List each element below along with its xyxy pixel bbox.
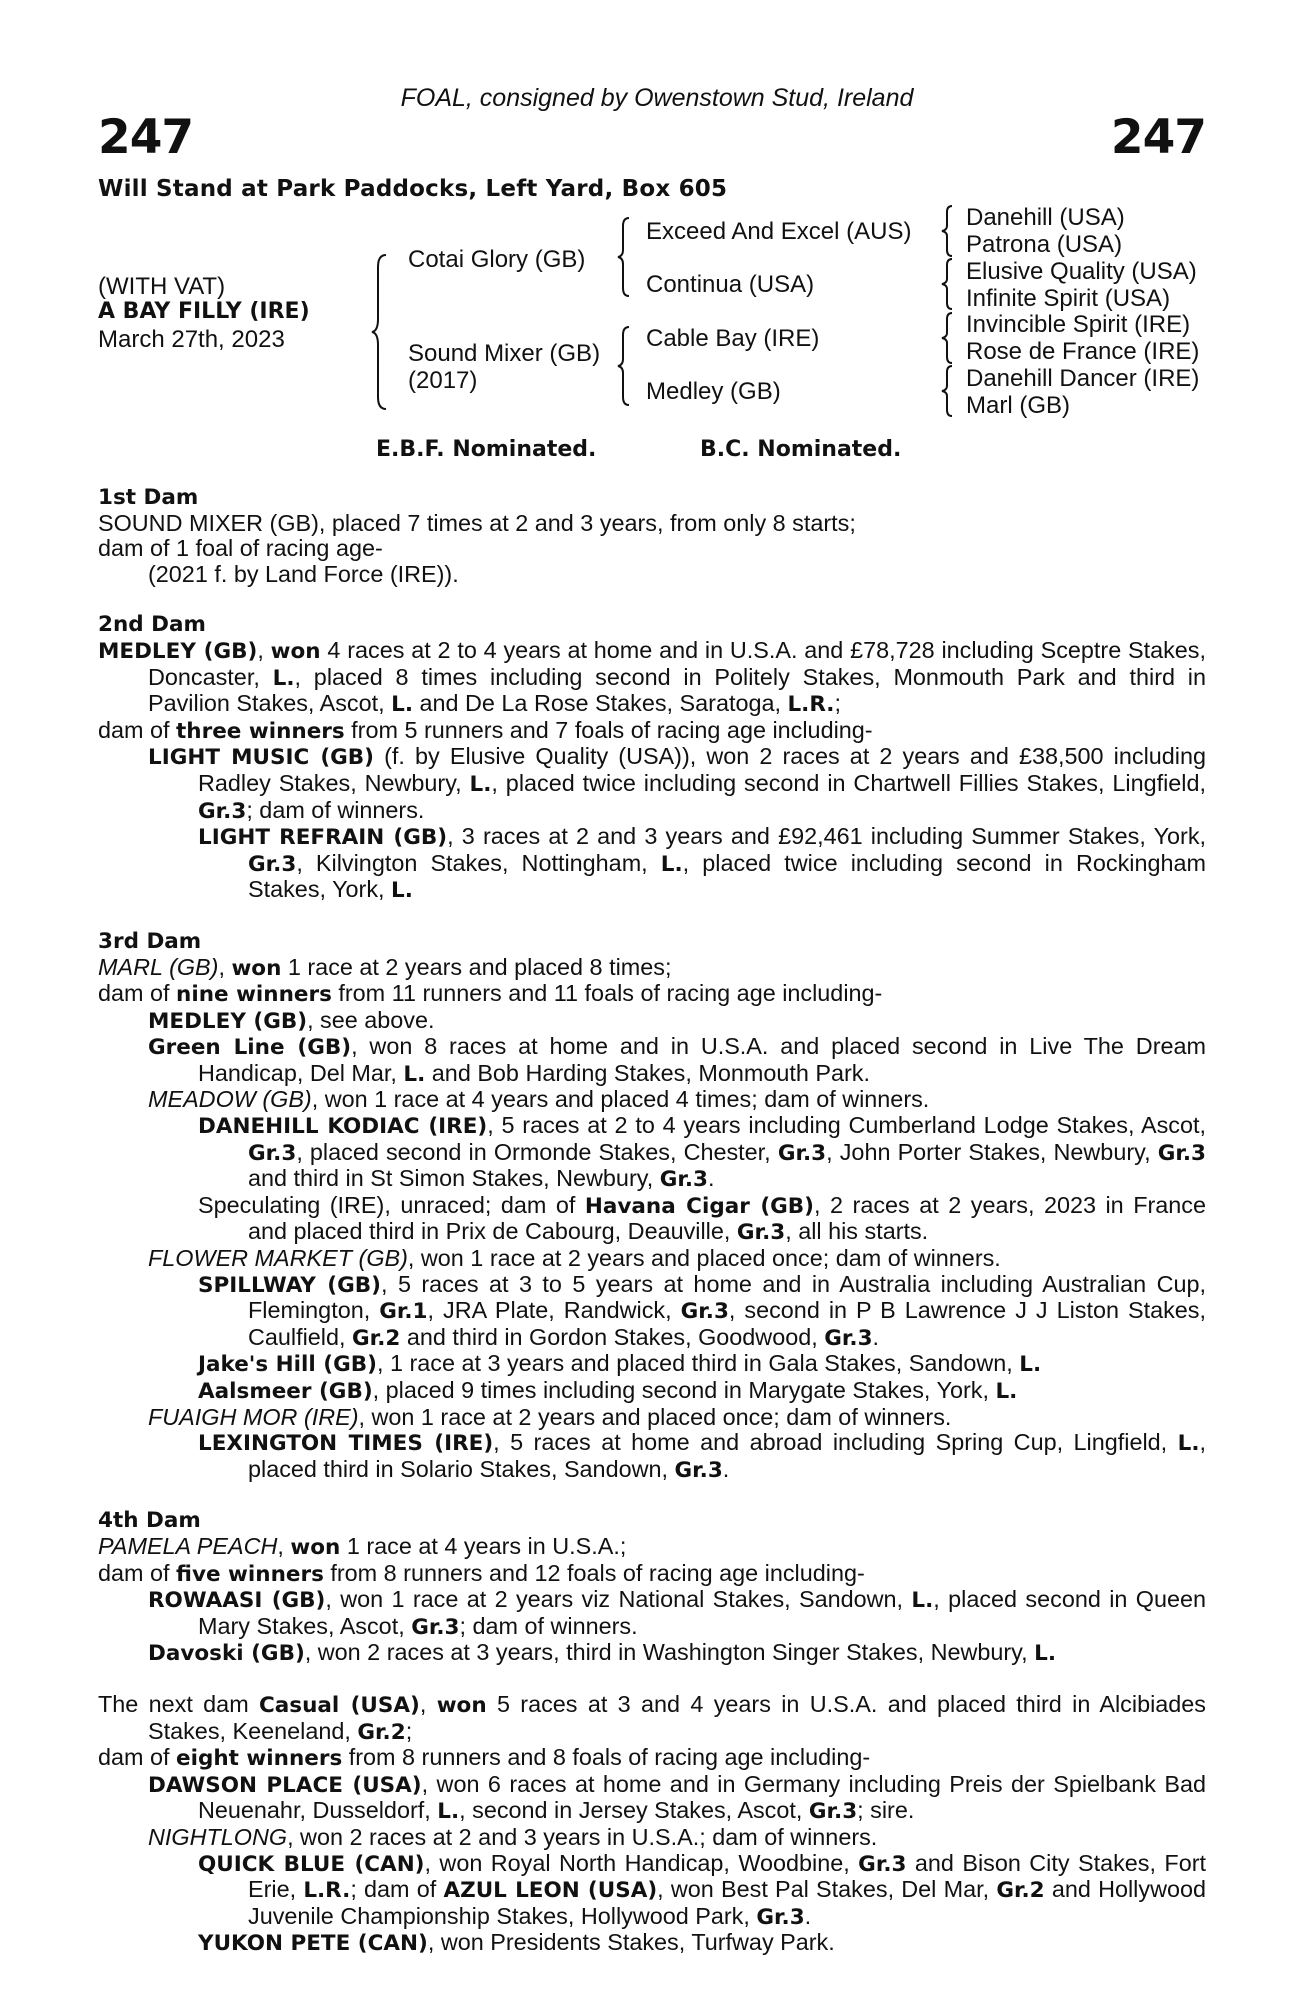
horse-name: Davoski (GB) [148,1641,305,1667]
horse-name: LIGHT REFRAIN (GB) [198,825,448,851]
race-grade: Gr.3 [674,1457,723,1483]
text: and third in Gordon Stakes, Goodwood, [400,1323,825,1350]
text: dam of [98,1744,177,1771]
text: . [804,1902,812,1929]
produce-entry [98,1087,1206,1113]
text: , placed third in Solario Stakes, Sandown, [248,1429,1206,1482]
text: , won 6 races at home and in Germany including Preis der Spielbank Bad Neuenahr, Dusseldorf, [198,1770,1206,1824]
produce-entry [98,1430,1206,1483]
sire-sire-sire: Danehill (USA) [966,204,1125,231]
race-grade: Gr.3 [248,1140,297,1166]
lot-number-right: 247 [1110,110,1206,165]
text: . [708,1165,715,1192]
winners-count: eight winners [176,1746,343,1772]
race-grade: L. [911,1588,934,1614]
text: ; [405,1717,413,1744]
race-grade: L. [995,1379,1018,1404]
produce-record [98,485,1206,1957]
produce-entry [98,1034,1206,1087]
race-grade: Gr.3 [680,1299,729,1325]
dam-dam: Medley (GB) [646,378,781,405]
standing-location: Will Stand at Park Paddocks, Left Yard, Box 605 [98,176,728,202]
produce-entry [98,1640,1206,1667]
race-grade: Gr.3 [756,1904,805,1930]
first-dam-line-1: SOUND MIXER (GB), placed 7 times at 2 and 3 years, from only 8 starts; [98,509,856,536]
text: dam of [98,716,177,743]
dam-name: MEDLEY (GB) [98,638,258,664]
text: , John Porter Stakes, Newbury, [826,1138,1158,1165]
race-grade: Gr.3 [411,1614,460,1640]
horse-name: LEXINGTON TIMES (IRE) [198,1431,494,1457]
vat-note: (WITH VAT) [98,273,226,300]
text: from 8 runners and 12 foals of racing age including- [323,1559,865,1586]
text: dam of [98,1559,177,1586]
text: , all his starts. [785,1218,929,1245]
text: , 5 races at home and abroad including Spring Cup, Lingfield, [493,1429,1178,1456]
lot-number-left: 247 [98,110,194,165]
text: Speculating (IRE), unraced; dam of [198,1191,585,1218]
dam-brace [616,325,634,407]
text: and third in St Simon Stakes, Newbury, [248,1165,660,1192]
text: , placed twice including second in Rockingham Stakes, York, [248,849,1206,903]
dam-year: (2017) [408,367,478,394]
text: , won 2 races at 3 years, third in Washington Singer Stakes, Newbury, [304,1639,1035,1666]
horse-name: MEDLEY (GB) [148,1008,308,1034]
first-dam-line-2: dam of 1 foal of racing age- [98,535,383,562]
horse-name: Havana Cigar (GB) [584,1193,815,1219]
horse-name: DANEHILL KODIAC (IRE) [198,1114,488,1140]
dam-sire-dam: Rose de France (IRE) [966,338,1200,365]
third-dam-entry [98,955,1206,982]
main-brace [370,253,392,411]
text: , won 1 race at 4 years and placed 4 times; dam of winners. [311,1086,930,1113]
dam-name: PAMELA PEACH [98,1532,278,1559]
won: won [270,638,321,664]
race-grade: Gr.2 [357,1719,406,1745]
race-grade: L. [391,878,413,904]
text: , [218,953,232,980]
consignment-line: FOAL, consigned by Owenstown Stud, Ireland [400,84,914,112]
dam-name: Sound Mixer (GB) [408,340,601,367]
second-dam-title: 2nd Dam [98,612,206,638]
fourth-dam-entry [98,1534,1206,1561]
text: 1 race at 2 years and placed 8 times; [281,953,672,980]
race-grade: L. [1177,1431,1200,1457]
won: won [290,1534,341,1560]
winners-count: five winners [176,1561,324,1587]
horse-name: SPILLWAY (GB) [198,1272,381,1298]
text: . [722,1455,730,1482]
produce-entry [98,1008,1206,1035]
dam-sire-sire: Invincible Spirit (IRE) [966,311,1191,338]
first-dam-title: 1st Dam [98,485,199,510]
text: , 5 races at 3 to 5 years at home and in Australia including Australian Cup, Flemington, [248,1270,1207,1324]
race-grade: Gr.2 [352,1325,401,1351]
race-grade: L.R. [787,692,835,718]
race-grade: Gr.3 [659,1167,709,1193]
sire-dam-sire: Elusive Quality (USA) [966,258,1197,285]
text: , won 2 races at 2 and 3 years in U.S.A.; dam of winners. [287,1823,878,1850]
race-grade: Gr.3 [248,851,297,877]
sire-name: Cotai Glory (GB) [408,246,586,273]
next-dam-entry [98,1692,1206,1745]
sire-sire: Exceed And Excel (AUS) [646,218,912,245]
race-grade: Gr.3 [777,1140,827,1166]
race-grade: L. [1034,1641,1057,1667]
text: , won Presidents Stakes, Turfway Park. [427,1929,835,1956]
race-grade: Gr.3 [198,798,247,824]
dam-sire: Cable Bay (IRE) [646,325,820,352]
produce-entry [98,1825,1206,1851]
dam-dam-dam: Marl (GB) [966,392,1070,419]
text: , placed twice including second in Chartwell Fillies Stakes, Lingfield, [491,769,1206,796]
text: , [277,1532,291,1559]
horse-name: FLOWER MARKET (GB) [148,1245,408,1272]
sire-brace [616,216,634,298]
produce-entry [98,1193,1206,1246]
text: dam of [98,980,177,1007]
race-grade: Gr.3 [736,1220,786,1246]
text: , won 1 race at 2 years viz National Stakes, Sandown, [325,1586,912,1613]
horse-name: AZUL LEON (USA) [443,1878,658,1904]
dam-name: MARL (GB) [98,953,219,980]
won: won [231,955,282,981]
text: , 2 races at 2 years, 2023 in France and placed third in Prix de Cabourg, Deauville, [248,1191,1206,1245]
race-grade: L. [403,1061,426,1087]
race-grade: Gr.3 [1157,1140,1206,1166]
horse-name: NIGHTLONG [148,1823,288,1850]
text: , won 1 race at 2 years and placed once; dam of winners. [407,1245,1001,1272]
text: from 5 runners and 7 foals of racing age including- [344,716,873,743]
text: and De La Rose Stakes, Saratoga, [413,690,788,717]
text: , [419,1690,437,1717]
race-grade: Gr.2 [996,1878,1045,1904]
text: , second in P B Lawrence J J Liston Stakes, Caulfield, [248,1297,1206,1350]
dam-name: Casual (USA) [259,1692,420,1718]
produce-entry [98,1587,1206,1640]
race-grade: L. [469,771,492,797]
text: and Hollywood Juvenile Championship Stakes, Hollywood Park, [248,1876,1206,1929]
race-grade: L.R. [303,1878,351,1904]
text: , JRA Plate, Randwick, [427,1297,681,1324]
winners-count: nine winners [176,982,332,1008]
sire-sire-dam: Patrona (USA) [966,231,1123,258]
horse-name: YUKON PETE (CAN) [198,1931,428,1957]
ss-brace [940,204,956,258]
text: , won Best Pal Stakes, Del Mar, [657,1876,997,1903]
bc-nomination: B.C. Nominated. [700,437,902,462]
text: , won Royal North Handicap, Woodbine, [424,1849,859,1876]
race-grade: Gr.1 [379,1299,428,1325]
race-grade: Gr.3 [824,1325,873,1351]
text: , second in Jersey Stakes, Ascot, [459,1797,809,1824]
dd-brace [940,364,956,418]
text: , won 8 races at home and in U.S.A. and placed second in Live The Dream Handicap, Del Mar, [198,1033,1206,1086]
produce-entry [98,1113,1206,1193]
text: 5 races at 3 and 4 years in U.S.A. and placed third in Alcibiades Stakes, Keeneland, [148,1690,1206,1744]
race-grade: L. [1019,1352,1042,1378]
second-dam-produce [98,718,1206,745]
text: , Kilvington Stakes, Nottingham, [296,849,661,876]
text: 1 race at 4 years in U.S.A.; [340,1532,627,1559]
horse-name: FUAIGH MOR (IRE) [148,1403,359,1430]
produce-entry [98,1930,1206,1957]
text: , placed second in Queen Mary Stakes, Ascot, [198,1586,1206,1639]
sd-brace [940,257,956,311]
third-dam-produce [98,981,1206,1008]
text: from 11 runners and 11 foals of racing age including- [331,980,883,1007]
text: ; dam of [350,1876,444,1903]
dam-dam-sire: Danehill Dancer (IRE) [966,365,1200,392]
text: ; dam of winners. [246,796,425,823]
sire-dam-dam: Infinite Spirit (USA) [966,285,1171,312]
text: and Bob Harding Stakes, Monmouth Park. [425,1059,870,1086]
race-grade: L. [391,692,413,718]
text: , won 1 race at 2 years and placed once; dam of winners. [358,1403,952,1430]
race-grade: Gr.3 [808,1799,858,1825]
third-dam-title: 3rd Dam [98,928,202,954]
text: 4 races at 2 to 4 years at home and in U.S.A. and £78,728 including Sceptre Stakes, Doncaster, [148,636,1207,690]
text: , placed second in Ormonde Stakes, Chester, [296,1138,778,1165]
race-grade: L. [437,1799,460,1825]
text: , placed 8 times including second in Politely Stakes, Monmouth Park and third in Pavilion Stakes, Ascot, [148,663,1207,717]
ds-brace [940,311,956,365]
text: The next dam [98,1690,260,1717]
fourth-dam-produce [98,1561,1206,1588]
horse-name: Aalsmeer (GB) [198,1379,373,1404]
text: , 3 races at 2 and 3 years and £92,461 including Summer Stakes, York, [447,823,1207,850]
text: , 1 race at 3 years and placed third in Gala Stakes, Sandown, [376,1350,1020,1377]
produce-entry [98,1772,1206,1825]
text: ; [834,690,841,717]
won: won [436,1692,487,1718]
produce-entry [98,1851,1206,1931]
horse-name: A BAY FILLY (IRE) [98,299,310,324]
horse-name: LIGHT MUSIC (GB) [148,745,375,771]
text: , 5 races at 2 to 4 years including Cumberland Lodge Stakes, Ascot, [487,1112,1206,1139]
horse-name: ROWAASI (GB) [148,1588,326,1614]
race-grade: L. [272,665,295,691]
produce-entry [98,1272,1206,1352]
ebf-nomination: E.B.F. Nominated. [376,437,597,462]
foaling-date: March 27th, 2023 [98,326,285,353]
text: and Bison City Stakes, Fort Erie, [248,1849,1206,1903]
produce-entry [98,1378,1206,1405]
sire-dam: Continua (USA) [646,271,815,298]
produce-entry [98,824,1206,904]
fourth-dam-title: 4th Dam [98,1508,201,1534]
text: , placed 9 times including second in Marygate Stakes, York, [372,1377,996,1403]
horse-name: Green Line (GB) [148,1035,352,1061]
first-dam-line-3: (2021 f. by Land Force (IRE)). [148,560,459,587]
second-dam-entry [98,638,1206,718]
text: from 8 runners and 8 foals of racing age including- [342,1744,871,1771]
text: ; dam of winners. [459,1612,638,1639]
race-grade: Gr.3 [858,1851,907,1877]
text: ; sire. [857,1797,915,1824]
text: , see above. [307,1006,435,1033]
produce-entry [98,744,1206,824]
text: , [257,636,271,663]
horse-name: Jake's Hill (GB) [198,1352,377,1378]
horse-name: DAWSON PLACE (USA) [148,1772,422,1798]
race-grade: L. [660,851,683,877]
produce-entry [98,1405,1206,1431]
text: . [872,1323,880,1350]
produce-entry [98,1351,1206,1378]
text: (f. by Elusive Quality (USA)), won 2 races at 2 years and £38,500 including Radley Stakes, Newbury, [198,743,1206,796]
horse-name: QUICK BLUE (CAN) [198,1851,425,1877]
next-dam-produce [98,1745,1206,1772]
winners-count: three winners [176,718,345,744]
horse-name: MEADOW (GB) [148,1086,312,1113]
produce-entry [98,1246,1206,1272]
